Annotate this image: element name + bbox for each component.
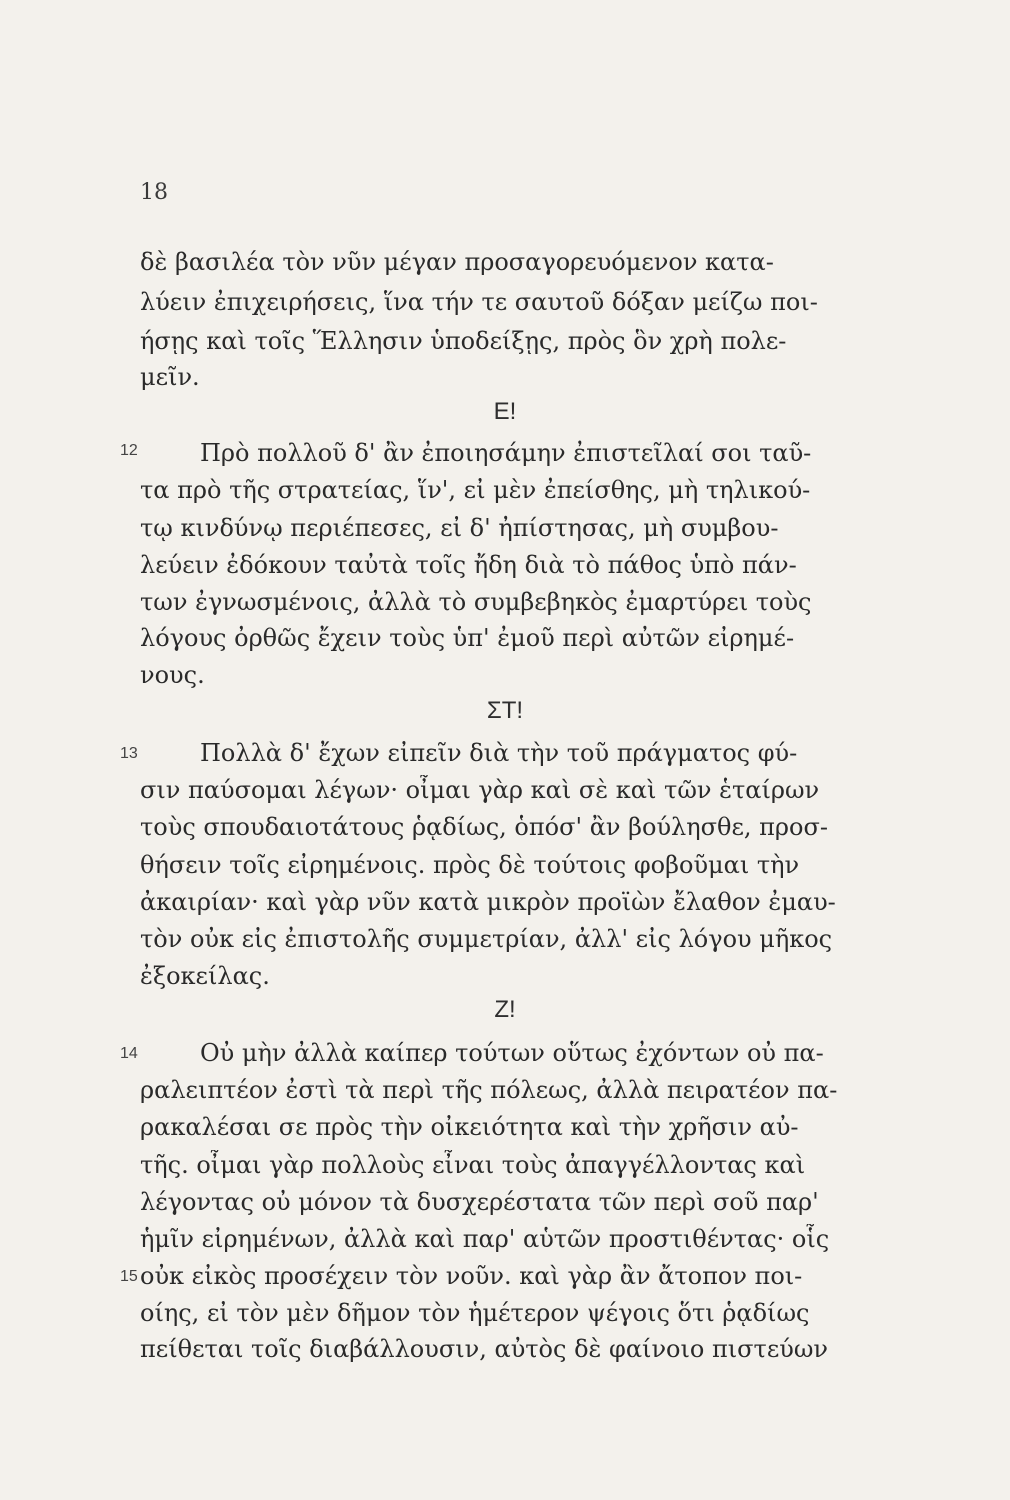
text-line: οὐκ εἰκὸς προσέχειν τὸν νοῦν. καὶ γὰρ ἂν ἄτοπον ποι- — [140, 1262, 803, 1290]
text-line: λέγοντας οὐ μόνον τὰ δυσχερέστατα τῶν περὶ σοῦ παρ' — [140, 1188, 819, 1216]
page-number: 18 — [140, 180, 168, 205]
text-line: ἀκαιρίαν· καὶ γὰρ νῦν κατὰ μικρὸν προϊὼν ἔλαθον ἐμαυ- — [140, 888, 836, 916]
section-heading-z: Z! — [494, 996, 516, 1023]
text-line: λόγους ὀρθῶς ἔχειν τοὺς ὑπ' ἐμοῦ περὶ αὐτῶν εἰρημέ- — [140, 624, 795, 652]
text-line: μεῖν. — [140, 363, 200, 391]
text-line: ρακαλέσαι σε πρὸς τὴν οἰκειότητα καὶ τὴν χρῆσιν αὐ- — [140, 1113, 799, 1141]
margin-number-13: 13 — [120, 745, 138, 762]
text-line: δὲ βασιλέα τὸν νῦν μέγαν προσαγορευόμενον κατα- — [140, 248, 774, 276]
text-line: θήσειν τοῖς εἰρημένοις. πρὸς δὲ τούτοις φοβοῦμαι τὴν — [140, 851, 800, 879]
margin-number-14: 14 — [120, 1045, 138, 1062]
text-line: λύειν ἐπιχειρήσεις, ἵνα τήν τε σαυτοῦ δόξαν μείζω ποι- — [140, 288, 818, 316]
text-line: νους. — [140, 661, 205, 689]
margin-number-12: 12 — [120, 442, 138, 459]
text-line: πείθεται τοῖς διαβάλλουσιν, αὐτὸς δὲ φαίνοιο πιστεύων — [140, 1335, 829, 1363]
text-line: λεύειν ἐδόκουν ταὐτὰ τοῖς ἤδη διὰ τὸ πάθος ὑπὸ πάν- — [140, 551, 797, 579]
text-line: Οὐ μὴν ἀλλὰ καίπερ τούτων οὕτως ἐχόντων οὐ πα- — [200, 1039, 824, 1067]
text-line: ήσῃς καὶ τοῖς Ἕλλησιν ὑποδείξῃς, πρὸς ὃν χρὴ πολε- — [140, 327, 787, 355]
section-heading-st: ΣT! — [486, 697, 524, 724]
text-line: τῳ κινδύνῳ περιέπεσες, εἰ δ' ἠπίστησας, μὴ συμβου- — [140, 514, 779, 542]
text-line: τὸν οὐκ εἰς ἐπιστολῆς συμμετρίαν, ἀλλ' εἰς λόγου μῆκος — [140, 925, 833, 953]
text-line: τῆς. οἶμαι γὰρ πολλοὺς εἶναι τοὺς ἀπαγγέλλοντας καὶ — [140, 1151, 806, 1179]
text-line: ἡμῖν εἰρημένων, ἀλλὰ καὶ παρ' αὑτῶν προστιθέντας· οἷς — [140, 1225, 830, 1253]
text-line: ραλειπτέον ἐστὶ τὰ περὶ τῆς πόλεως, ἀλλὰ πειρατέον πα- — [140, 1076, 838, 1104]
text-line: οίης, εἰ τὸν μὲν δῆμον τὸν ἡμέτερον ψέγοις ὅτι ῥᾳδίως — [140, 1299, 810, 1327]
text-line: Πολλὰ δ' ἔχων εἰπεῖν διὰ τὴν τοῦ πράγματος φύ- — [200, 739, 798, 767]
section-heading-e: E! — [493, 398, 517, 425]
text-line: τοὺς σπουδαιοτάτους ῥᾳδίως, ὁπόσ' ἂν βούλησθε, προσ- — [140, 813, 828, 841]
text-line: σιν παύσομαι λέγων· οἶμαι γὰρ καὶ σὲ καὶ τῶν ἑταίρων — [140, 776, 820, 804]
text-line: τα πρὸ τῆς στρατείας, ἵν', εἰ μὲν ἐπείσθης, μὴ τηλικού- — [140, 476, 811, 504]
text-line: των ἐγνωσμένοις, ἀλλὰ τὸ συμβεβηκὸς ἐμαρτύρει τοὺς — [140, 588, 812, 616]
margin-number-15: 15 — [120, 1268, 138, 1285]
text-line: ἐξοκείλας. — [140, 962, 270, 990]
text-line: Πρὸ πολλοῦ δ' ἂν ἐποιησάμην ἐπιστεῖλαί σοι ταῦ- — [200, 439, 812, 467]
